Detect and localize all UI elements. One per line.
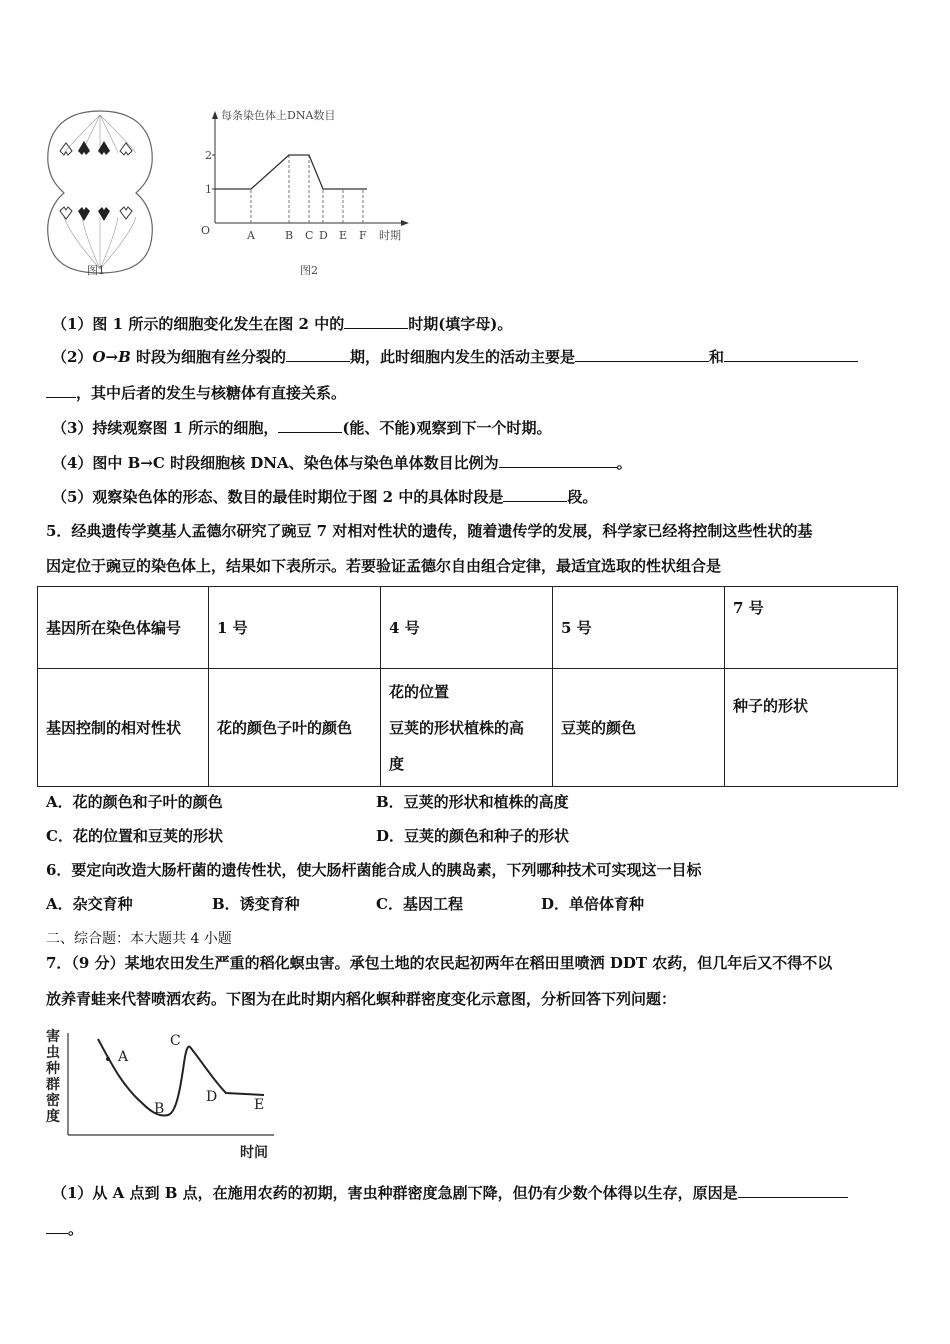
table-cell: 基因控制的相对性状	[38, 669, 209, 787]
table-cell: 花的位置 豆荚的形状植株的高 度	[381, 669, 553, 787]
table-row	[38, 587, 898, 669]
dna-series-line	[215, 155, 367, 189]
gene-chromosome-table	[37, 586, 898, 787]
x-tick-label: E	[339, 229, 348, 242]
y-tick-1: 1	[205, 183, 212, 196]
q5-option-a[interactable]: A．花的颜色和子叶的颜色	[46, 793, 223, 811]
y-axis-label: 每条染色体上DNA数目	[221, 109, 336, 122]
table-cell: 4 号	[381, 587, 553, 669]
answer-blank[interactable]	[286, 347, 350, 362]
table-cell: 1 号	[209, 587, 381, 669]
figure2-caption: 图2	[300, 264, 318, 277]
x-tick-label: F	[359, 229, 367, 242]
q5-stem-line1: 5．经典遗传学奠基人孟德尔研究了豌豆 7 对相对性状的遗传，随着遗传学的发展，科学家已经将控制这些性状的基	[46, 522, 813, 540]
section-heading: 二、综合题：本大题共 4 小题	[46, 931, 232, 947]
table-cell: 基因所在染色体编号	[38, 587, 209, 669]
origin-label: O	[201, 224, 211, 237]
point-label-a: A	[118, 1049, 129, 1065]
answer-blank[interactable]	[344, 314, 408, 329]
y-tick-2: 2	[205, 149, 212, 162]
y-label-char: 害	[46, 1029, 60, 1045]
point-label-e: E	[254, 1097, 265, 1113]
table-cell: 豆荚的颜色	[553, 669, 725, 787]
answer-blank[interactable]	[46, 383, 76, 398]
q6-option-c[interactable]: C．基因工程	[376, 895, 463, 913]
answer-blank[interactable]	[46, 1219, 68, 1234]
y-label-char: 种	[46, 1061, 60, 1077]
q4-item2: （2）O→B 时段为细胞有丝分裂的 期，此时细胞内发生的活动主要是 和	[52, 346, 858, 367]
table-cell: 7 号	[725, 587, 898, 669]
q6-option-b[interactable]: B．诱变育种	[212, 895, 300, 913]
q6-option-d[interactable]: D．单倍体育种	[541, 895, 645, 913]
pest-density-graph	[42, 1025, 282, 1165]
answer-blank[interactable]	[499, 453, 617, 468]
answer-blank[interactable]	[724, 347, 858, 362]
x-tick-label: D	[319, 229, 328, 242]
y-label-char: 群	[46, 1077, 60, 1093]
x-tick-label: C	[305, 229, 314, 242]
q7-stem-line1: 7．（9 分）某地农田发生严重的稻化螟虫害。承包土地的农民起初两年在稻田里喷洒 DDT 农药，但几年后又不得不以	[46, 954, 833, 972]
x-axis-label: 时期	[379, 229, 401, 242]
q4-item4: （4）图中 B→C 时段细胞核 DNA、染色体与染色单体数目比例为 。	[52, 454, 632, 472]
x-axis-label: 时间	[240, 1145, 268, 1161]
q5-stem-line2: 因定位于豌豆的染色体上，结果如下表所示。若要验证孟德尔自由组合定律，最适宜选取的性状组合是	[46, 557, 722, 575]
cell-division-figure	[40, 105, 160, 280]
table-row	[38, 669, 898, 787]
answer-blank[interactable]	[738, 1183, 848, 1198]
q6-stem: 6．要定向改造大肠杆菌的遗传性状，使大肠杆菌能合成人的胰岛素，下列哪种技术可实现这一目标	[46, 861, 702, 879]
answer-blank[interactable]	[278, 418, 342, 433]
answer-blank[interactable]	[503, 487, 567, 502]
q5-option-d[interactable]: D．豆荚的颜色和种子的形状	[376, 827, 570, 845]
x-tick-label: A	[247, 229, 255, 242]
q5-option-c[interactable]: C．花的位置和豆荚的形状	[46, 827, 223, 845]
point-label-b: B	[154, 1101, 165, 1117]
table-cell: 5 号	[553, 587, 725, 669]
answer-blank[interactable]	[575, 347, 709, 362]
q4-item1: （1）图 1 所示的细胞变化发生在图 2 中的 时期(填字母)。	[52, 315, 513, 333]
q4-item2-cont: ，其中后者的发生与核糖体有直接关系。	[46, 382, 346, 403]
q7-stem-line2: 放养青蛙来代替喷洒农药。下图为在此时期内稻化螟种群密度变化示意图，分析回答下列问题：	[46, 990, 677, 1008]
y-label-char: 度	[46, 1109, 60, 1125]
table-cell: 花的颜色子叶的颜色	[209, 669, 381, 787]
x-tick-label: B	[285, 229, 294, 242]
q6-option-a[interactable]: A．杂交育种	[46, 895, 133, 913]
point-label-c: C	[170, 1033, 181, 1049]
q7-item1-cont: 。	[46, 1218, 83, 1239]
q4-item5: （5）观察染色体的形态、数目的最佳时期位于图 2 中的具体时段是 段。	[52, 488, 598, 506]
y-label-char: 密	[46, 1093, 60, 1109]
point-label-d: D	[206, 1089, 218, 1105]
figure1-caption: 图1	[87, 264, 105, 277]
q5-option-b[interactable]: B．豆荚的形状和植株的高度	[376, 793, 569, 811]
q7-item1: （1）从 A 点到 B 点，在施用农药的初期，害虫种群密度急剧下降，但仍有少数个体得以生存，原因是	[52, 1182, 848, 1203]
dna-content-chart	[195, 105, 420, 275]
y-label-char: 虫	[46, 1045, 60, 1061]
q4-item3: （3）持续观察图 1 所示的细胞， (能、不能)观察到下一个时期。	[52, 419, 552, 437]
table-cell: 种子的形状	[725, 669, 898, 787]
